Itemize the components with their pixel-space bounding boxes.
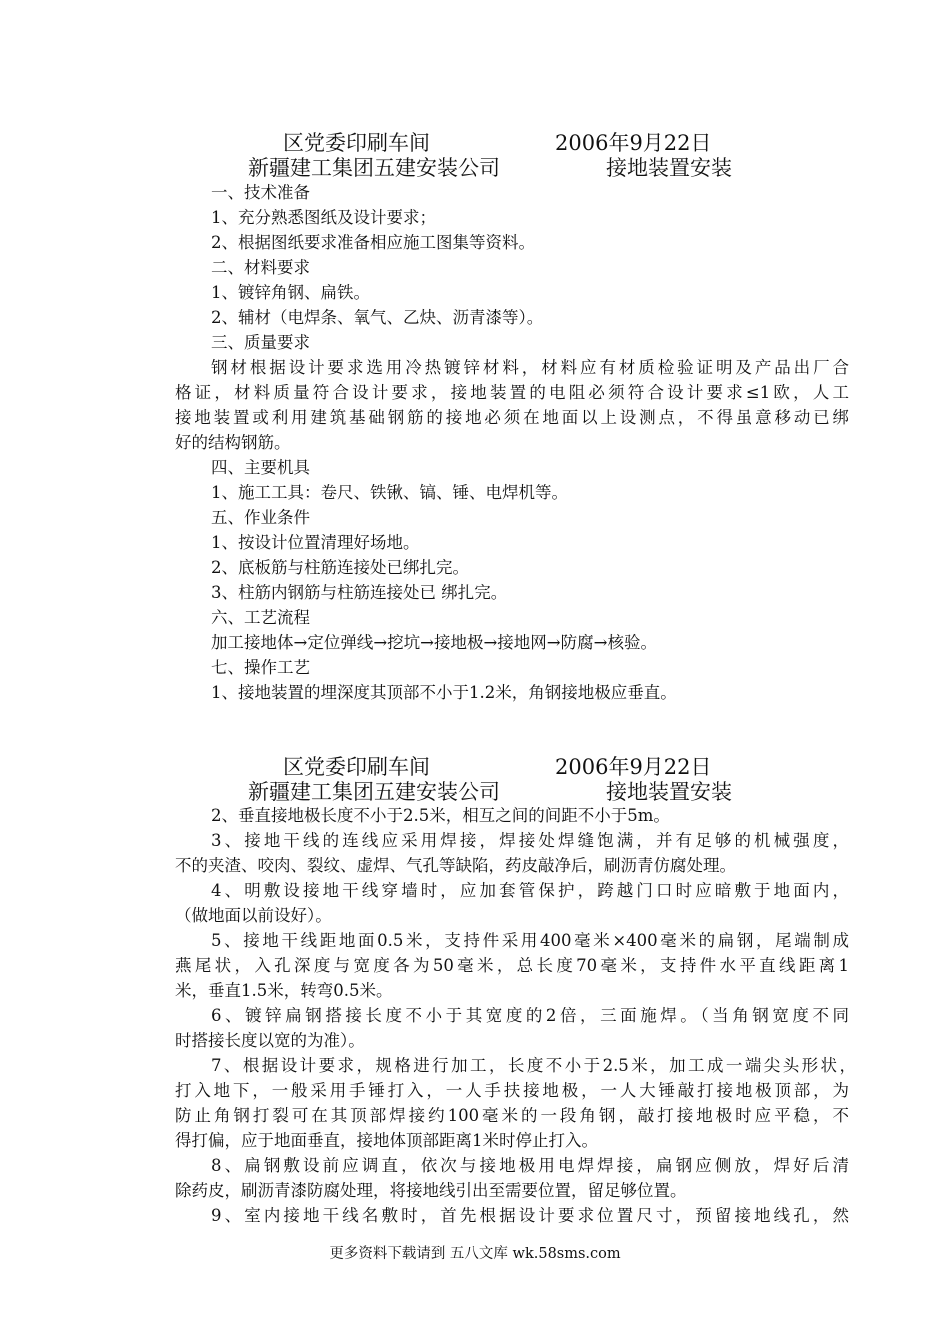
body-line: 7、根据设计要求，规格进行加工，长度不小于2.5米，加工成一端尖头形状， (211, 1056, 856, 1075)
body-line: 1、接地装置的埋深度其顶部不小于1.2米，角钢接地极应垂直。 (211, 683, 677, 702)
body-line: 格证，材料质量符合设计要求，接地装置的电阻必须符合设计要求≤1欧，人工 (175, 383, 849, 402)
page2-workshop: 区党委印刷车间 (283, 755, 430, 779)
body-line: （做地面以前设好）。 (175, 906, 332, 925)
footer-download-note: 更多资料下载请到 五八文库 wk.58sms.com (329, 1246, 621, 1262)
section-heading: 四、主要机具 (211, 458, 310, 477)
body-line: 打入地下，一般采用手锤打入，一人手扶接地极，一人大锤敲打接地极顶部，为 (175, 1081, 849, 1100)
page2-header-line1 (0, 755, 950, 779)
page1-date: 2006年9月22日 (555, 131, 712, 155)
body-line: 3、接地干线的连线应采用焊接，焊接处焊缝饱满，并有足够的机械强度， (211, 831, 849, 850)
body-line: 6、镀锌扁钢搭接长度不小于其宽度的2倍，三面施焊。（当角钢宽度不同 (211, 1006, 849, 1025)
section-heading: 三、质量要求 (211, 333, 310, 352)
body-line: 1、按设计位置清理好场地。 (211, 533, 420, 552)
body-line: 不的夹渣、咬肉、裂纹、虚焊、气孔等缺陷，药皮敲净后，刷沥青仿腐处理。 (175, 856, 736, 875)
body-line: 8、扁钢敷设前应调直，依次与接地极用电焊焊接，扁钢应侧放，焊好后清 (211, 1156, 849, 1175)
body-line: 2、根据图纸要求准备相应施工图集等资料。 (211, 233, 535, 252)
body-line: 防止角钢打裂可在其顶部焊接约100毫米的一段角钢，敲打接地极时应平稳，不 (175, 1106, 849, 1125)
page1-company: 新疆建工集团五建安装公司 (248, 156, 500, 180)
body-line: 9、室内接地干线名敷时，首先根据设计要求位置尺寸，预留接地线孔，然 (211, 1206, 849, 1225)
body-line: 4、明敷设接地干线穿墙时，应加套管保护，跨越门口时应暗敷于地面内， (211, 881, 849, 900)
body-line: 1、镀锌角钢、扁铁。 (211, 283, 370, 302)
page1-topic: 接地装置安装 (606, 156, 732, 180)
page2-company: 新疆建工集团五建安装公司 (248, 780, 500, 804)
body-line: 1、施工工具：卷尺、铁锹、镐、锤、电焊机等。 (211, 483, 568, 502)
body-line: 好的结构钢筋。 (175, 433, 291, 452)
body-line: 燕尾状，入孔深度与宽度各为50毫米，总长度70毫米，支持件水平直线距离1 (175, 956, 849, 975)
section-heading: 五、作业条件 (211, 508, 310, 527)
section-heading: 六、工艺流程 (211, 608, 310, 627)
body-line: 2、辅材（电焊条、氧气、乙炔、沥青漆等）。 (211, 308, 544, 327)
section-heading: 一、技术准备 (211, 183, 310, 202)
body-line: 2、垂直接地极长度不小于2.5米，相互之间的间距不小于5m。 (211, 806, 670, 825)
body-line: 5、接地干线距地面0.5米，支持件采用400毫米×400毫米的扁钢，尾端制成 (211, 931, 849, 950)
body-line: 2、底板筋与柱筋连接处已绑扎完。 (211, 558, 469, 577)
body-line: 加工接地体→定位弹线→挖坑→接地极→接地网→防腐→核验。 (211, 633, 657, 652)
section-heading: 二、材料要求 (211, 258, 310, 277)
section-heading: 七、操作工艺 (211, 658, 310, 677)
body-line: 得打偏，应于地面垂直，接地体顶部距离1米时停止打入。 (175, 1131, 598, 1150)
page1-workshop: 区党委印刷车间 (283, 131, 430, 155)
page2-header-line2 (0, 780, 950, 804)
body-line: 钢材根据设计要求选用冷热镀锌材料，材料应有材质检验证明及产品出厂合 (211, 358, 849, 377)
body-line: 1、充分熟悉图纸及设计要求； (211, 208, 436, 227)
page1-header-line2 (0, 156, 950, 180)
body-line: 除药皮，刷沥青漆防腐处理，将接地线引出至需要位置，留足够位置。 (175, 1181, 687, 1200)
page1-header-line1 (0, 131, 950, 155)
page2-topic: 接地装置安装 (606, 780, 732, 804)
page2-date: 2006年9月22日 (555, 755, 712, 779)
body-line: 接地装置或利用建筑基础钢筋的接地必须在地面以上设测点，不得虽意移动已绑 (175, 408, 849, 427)
body-line: 3、柱筋内钢筋与柱筋连接处已 绑扎完。 (211, 583, 508, 602)
body-line: 时搭接长度以宽的为准）。 (175, 1031, 365, 1050)
body-line: 米，垂直1.5米，转弯0.5米。 (175, 981, 393, 1000)
